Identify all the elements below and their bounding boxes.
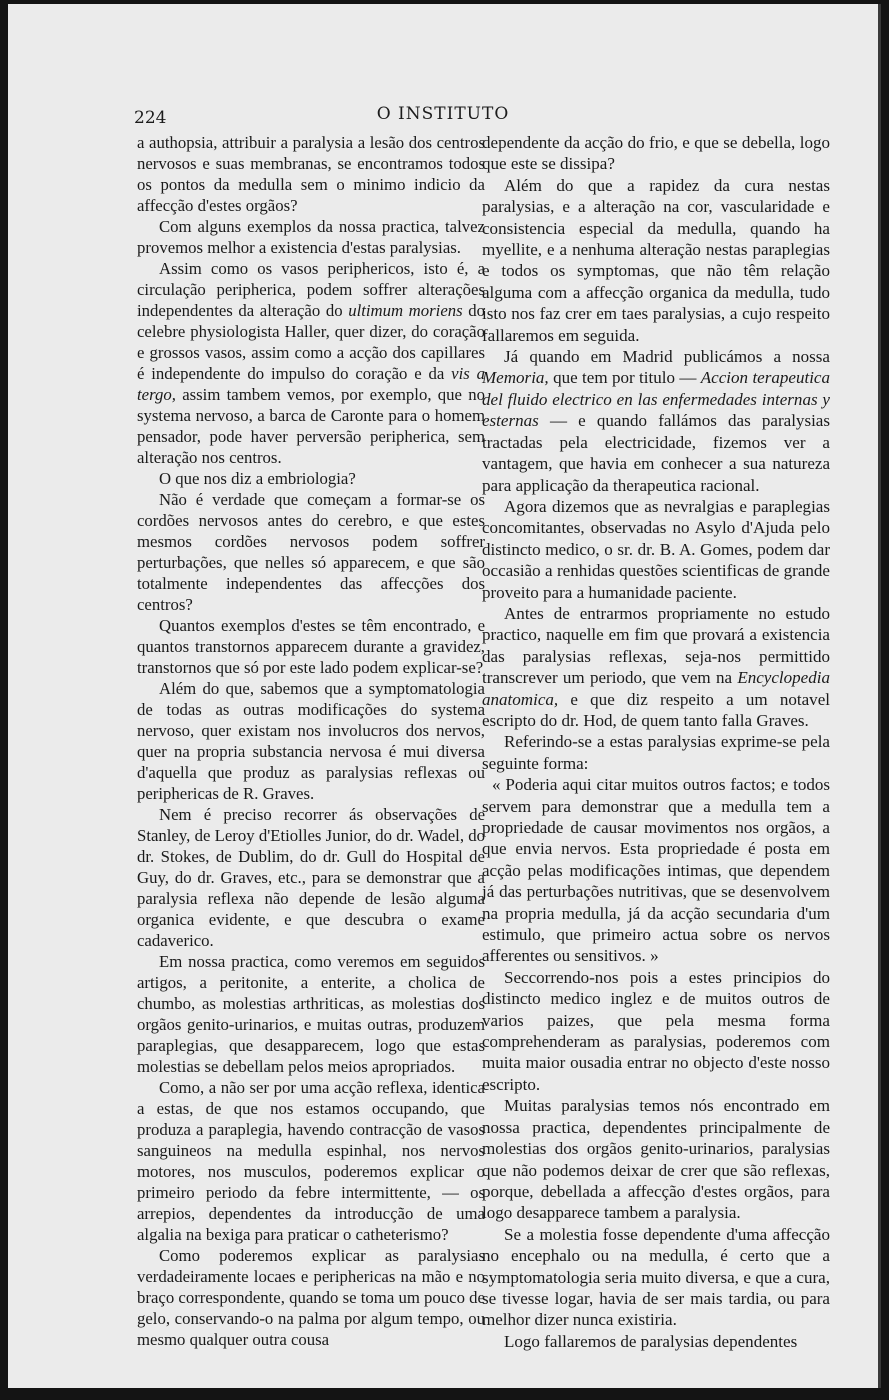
italic-term: Memoria,: [482, 368, 549, 388]
paragraph: Em nossa practica, como veremos em seguidos artigos, a peritonite, a enterite, a cholica de chumbo, as molestias arthriticas, as molestias dos orgãos genito-urinarios, e muitas outras, produzem paraplegias, que desapparecem, logo que estas molestias se debellam pelos meios apropriados.: [137, 952, 485, 1076]
quotation: « Poderia aqui citar muitos outros factos; e todos servem para demonstrar que a medulla tem a propriedade de causar movimentos nos orgãos, a que envia nervos. Esta propriedade é posta em acção pelas modificações intimas, que dependem já das perturbações nutritivas, que se desenvolvem na propria medulla, já da acção secundaria d'um estimulo, que primeiro actua sobre os nervos afferentes ou sensitivos. »: [482, 775, 830, 966]
paragraph: Logo fallaremos de paralysias dependentes: [504, 1331, 798, 1351]
paragraph: Quantos exemplos d'estes se têm encontrado, e quantos transtornos apparecem durante a gravidez, transtornos que só por este lado podem explicar-se?: [137, 616, 485, 677]
paragraph: Seccorrendo-nos pois a estes principios do distincto medico inglez e de muitos outros de varios paizes, que pela mesma forma comprehenderam as paralysias, poderemos com muita maior ousadia entrar no objecto d'este nosso escripto.: [482, 967, 830, 1094]
left-column: [137, 132, 485, 1350]
text-span: Assim como os vasos periphericos, isto é, a circulação peripherica, podem soffrer alterações independentes da alteração do: [137, 259, 485, 320]
text-span: assim tambem vemos, por exemplo, que no systema nervoso, a barca de Caronte para o homem pensador, pode haver perversão peripherica, sem alteração nos centros.: [137, 385, 485, 467]
page: [8, 4, 881, 1388]
page-header: [8, 100, 878, 128]
italic-term: ultimum moriens: [348, 301, 463, 320]
paragraph: Como poderemos explicar as paralysias verdadeiramente locaes e periphericas na mão e no braço correspondente, quando se toma um pouco de gelo, conservando-o na palma por algum tempo, ou mesmo qualquer outra cousa: [137, 1246, 485, 1349]
paragraph: Além do que a rapidez da cura nestas paralysias, e a alteração na cor, vascularidade e consistencia especial da medulla, quando ha myellite, e a nenhuma alteração nestas paraplegias e todos os symptomas, que não têm relação alguma com a affecção organica da medulla, tudo isto nos faz crer em taes paralysias, a cujo respeito fallaremos em seguida.: [482, 175, 830, 345]
italic-title: Encyclopedia anatomica,: [482, 668, 830, 709]
paragraph: a authopsia, attribuir a paralysia a lesão dos centros nervosos e suas membranas, se encontramos todos os pontos da medulla sem o minimo indicio da affecção d'estes orgãos?: [137, 133, 485, 215]
right-column: [482, 132, 830, 1352]
journal-title: O INSTITUTO: [376, 104, 510, 124]
paragraph: Muitas paralysias temos nós encontrado em nossa practica, dependentes principalmente de molestias dos orgãos genito-urinarios, paralysias que não podemos deixar de crer que são reflexas, porque, debellada a affecção d'estes orgãos, para logo desapparece tambem a paralysia.: [482, 1096, 830, 1223]
paragraph: dependente da acção do frio, e que se debella, logo que este se dissipa?: [482, 133, 830, 174]
text-span: — e quando fallámos das paralysias tractadas pela electricidade, fizemos ver a vantagem, que havia em conhecer a sua natureza para applicação da therapeutica racional.: [482, 411, 830, 495]
paragraph: Além do que, sabemos que a symptomatologia de todas as outras modificações do systema nervoso, quer existam nos involucros dos nervos, quer na propria substancia nervosa é mui diversa d'aquella que produz as paralysias reflexas ou periphericas de R. Graves.: [137, 679, 485, 803]
paragraph: Com alguns exemplos da nossa practica, talvez provemos melhor a existencia d'estas paralysias.: [137, 217, 485, 257]
paragraph: Se a molestia fosse dependente d'uma affecção no encephalo ou na medulla, é certo que a symptomatologia seria muito diversa, e que a cura, se tivesse logar, havia de ser mais tardia, ou para melhor dizer nunca existiria.: [482, 1224, 830, 1330]
italic-title: Accion terapeutica del fluido electrico en las enfermedades internas y esternas: [482, 368, 831, 431]
paragraph: Nem é preciso recorrer ás observações de Stanley, de Leroy d'Etiolles Junior, do dr. Wadel, do dr. Stokes, de Dublim, do dr. Gull do Hospital de Guy, do dr. Graves, etc., para se demonstrar que a paralysia reflexa não depende de lesão alguma organica evidente, e que descubra o exame cadaverico.: [137, 805, 485, 950]
paragraph: [482, 603, 830, 731]
paragraph: Agora dizemos que as nevralgias e paraplegias concomitantes, observadas no Asylo d'Ajuda pelo distincto medico, o sr. dr. B. A. Gomes, podem dar occasião a renhidas questões scientificas de grande proveito para a humanidade paciente.: [482, 496, 830, 602]
italic-term: vis a tergo,: [137, 364, 485, 404]
paragraph: Não é verdade que começam a formar-se os cordões nervosos antes do cerebro, e que estes mesmos cordões nervosos podem soffrer perturbações, que nelles só apparecem, e que são totalmente independentes das affecções dos centros?: [137, 490, 485, 614]
text-span: e que diz respeito a um notavel escripto do dr. Hod, de quem tanto falla Graves.: [482, 689, 830, 730]
paragraph: [482, 346, 830, 496]
page-number: 224: [134, 108, 167, 128]
text-span: que tem por titulo —: [548, 368, 701, 388]
text-span: Já quando em Madrid publicámos a nossa: [504, 347, 830, 367]
text-span: Antes de entrarmos propriamente no estudo practico, naquelle em fim que provará a existencia das paralysias reflexas, seja-nos permittido transcrever um periodo, que vem na: [482, 603, 830, 688]
paragraph: Referindo-se a estas paralysias exprime-se pela seguinte forma:: [482, 732, 830, 773]
paragraph: [137, 258, 485, 468]
paragraph: O que nos diz a embriologia?: [159, 469, 356, 488]
text-span: do celebre physiologista Haller, quer dizer, do coração e grossos vasos, assim como a acção dos capillares é independente do impulso do coração e da: [137, 301, 485, 383]
paragraph: Como, a não ser por uma acção reflexa, identica a estas, de que nos estamos occupando, que produza a paraplegia, havendo contracção de vasos sanguineos na medulla espinhal, nos nervos motores, nos musculos, poderemos explicar o primeiro periodo da febre intermittente, — os arrepios, dependentes da introducção de uma algalia na bexiga para praticar o catheterismo?: [137, 1078, 485, 1244]
